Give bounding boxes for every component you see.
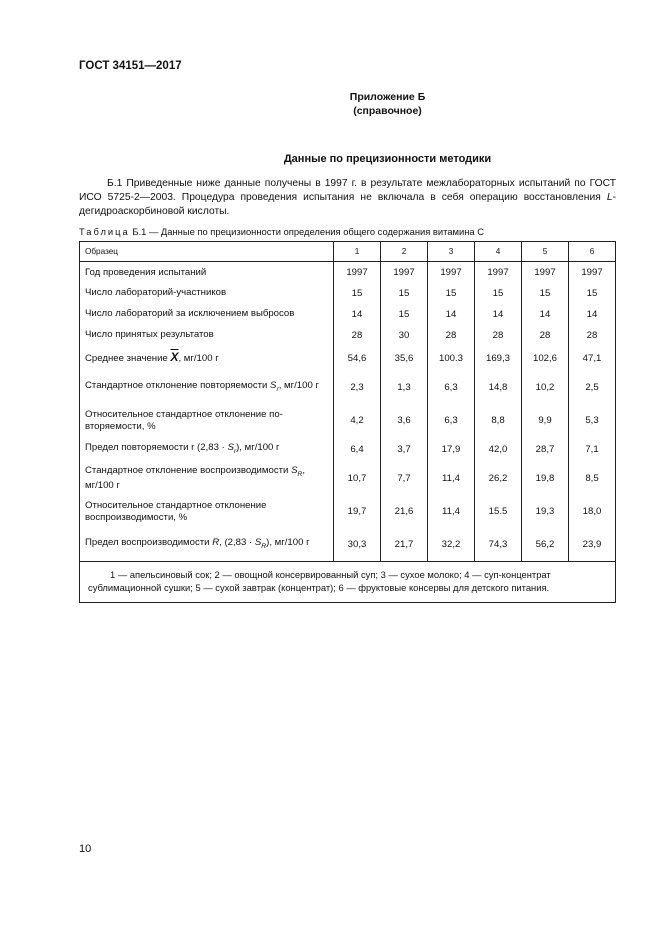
cell: 3,7 xyxy=(381,438,428,462)
row-label-text: воспроизводимости, % xyxy=(85,511,188,523)
cell: 15 xyxy=(334,283,381,304)
cell: 10,2 xyxy=(522,372,569,404)
cell: 1997 xyxy=(475,262,522,283)
row-label-unit: ), мг/100 г xyxy=(266,536,310,548)
cell: 28 xyxy=(475,325,522,346)
cell: 28 xyxy=(334,325,381,346)
cell: 19,7 xyxy=(334,496,381,528)
section-title xyxy=(0,153,661,165)
row-label xyxy=(80,528,334,562)
cell: 14 xyxy=(428,304,475,325)
row-symbol: S xyxy=(227,441,234,453)
row-label-text: Стандартное отклонение воспроизводимости xyxy=(85,465,292,477)
cell: 100.3 xyxy=(428,346,475,372)
cell: 1997 xyxy=(428,262,475,283)
cell: 15 xyxy=(569,283,616,304)
mean-symbol: $\overline{X}$ xyxy=(170,350,179,365)
row-label xyxy=(80,462,334,496)
table-header-row xyxy=(80,242,616,262)
cell: 21,6 xyxy=(381,496,428,528)
cell: 6,3 xyxy=(428,404,475,438)
cell: 2,3 xyxy=(334,372,381,404)
cell: 14 xyxy=(569,304,616,325)
cell: 7,1 xyxy=(569,438,616,462)
page-number: 10 xyxy=(79,843,92,855)
section-title-text: Данные по прецизионности методики xyxy=(283,153,492,165)
document-code: ГОСТ 34151—2017 xyxy=(79,60,182,72)
cell: 1,3 xyxy=(381,372,428,404)
row-symbol: S xyxy=(254,536,262,548)
row-symbol: S xyxy=(291,465,298,477)
paragraph-italic: L xyxy=(606,192,613,203)
table-row xyxy=(80,346,616,372)
cell: 11,4 xyxy=(428,496,475,528)
precision-table xyxy=(79,241,616,603)
row-label-unit: , мг/100 г xyxy=(278,379,319,391)
table-caption xyxy=(79,226,484,237)
row-label-unit: ), мг/100 г xyxy=(236,441,280,453)
row-label-unit: , мг/100 г xyxy=(85,465,305,492)
table-row xyxy=(80,462,616,496)
row-label-text: Относительное стандартное отклонение xyxy=(85,500,267,511)
cell: 15.5 xyxy=(475,496,522,528)
cell: 15 xyxy=(475,283,522,304)
header-col: 1 xyxy=(334,242,381,262)
header-col: 4 xyxy=(475,242,522,262)
row-symbol: S xyxy=(270,379,277,391)
cell: 14 xyxy=(475,304,522,325)
cell: 11,4 xyxy=(428,462,475,496)
row-symbol-sub: R xyxy=(297,470,303,478)
table-row xyxy=(80,372,616,404)
cell: 54,6 xyxy=(334,346,381,372)
cell: 19,3 xyxy=(522,496,569,528)
cell: 28 xyxy=(522,325,569,346)
table-row xyxy=(80,528,616,562)
cell: 102,6 xyxy=(522,346,569,372)
cell: 9,9 xyxy=(522,404,569,438)
row-label-text: Стандартное отклонение повторяемости xyxy=(85,379,271,391)
table-caption-text: Б.1 — Данные по прецизионности определения общего содержания витамина С xyxy=(129,226,484,237)
cell: 10,7 xyxy=(334,462,381,496)
cell: 26,2 xyxy=(475,462,522,496)
cell: 19,8 xyxy=(522,462,569,496)
cell: 47,1 xyxy=(569,346,616,372)
cell: 17,9 xyxy=(428,438,475,462)
appendix-heading xyxy=(0,90,661,118)
cell: 15 xyxy=(381,304,428,325)
cell: 30,3 xyxy=(334,528,381,562)
table-caption-word: Таблица xyxy=(79,226,130,237)
row-label: Число лабораторий-участников xyxy=(80,283,334,304)
row-label: Число лабораторий за исключением выбросов xyxy=(80,304,334,325)
appendix-subtitle: (справочное) xyxy=(353,105,422,117)
row-label-text: Среднее значение xyxy=(85,353,171,365)
cell: 28,7 xyxy=(522,438,569,462)
row-label: Год проведения испытаний xyxy=(80,262,334,283)
cell: 1997 xyxy=(569,262,616,283)
header-col: 2 xyxy=(381,242,428,262)
cell: 169,3 xyxy=(475,346,522,372)
row-label: Число принятых результатов xyxy=(80,325,334,346)
cell: 1997 xyxy=(334,262,381,283)
table-row xyxy=(80,304,616,325)
cell: 8,8 xyxy=(475,404,522,438)
row-label-text: вторяемости, % xyxy=(85,420,156,432)
table-row xyxy=(80,404,616,438)
cell: 1997 xyxy=(381,262,428,283)
row-label-text: Предел повторяемости r (2,83 · xyxy=(85,441,228,453)
cell: 23,9 xyxy=(569,528,616,562)
cell: 18,0 xyxy=(569,496,616,528)
cell: 42,0 xyxy=(475,438,522,462)
cell: 56,2 xyxy=(522,528,569,562)
cell: 15 xyxy=(428,283,475,304)
cell: 14 xyxy=(334,304,381,325)
cell: 35,6 xyxy=(381,346,428,372)
cell: 1997 xyxy=(522,262,569,283)
cell: 6,4 xyxy=(334,438,381,462)
table-row xyxy=(80,262,616,283)
table-row xyxy=(80,325,616,346)
cell: 28 xyxy=(569,325,616,346)
row-label-text: Предел воспроизводимости xyxy=(85,536,213,548)
row-symbol: R xyxy=(212,536,220,548)
cell: 4,2 xyxy=(334,404,381,438)
cell: 2,5 xyxy=(569,372,616,404)
table-row xyxy=(80,496,616,528)
paragraph-tail: -дегидроаскорбиновой кислоты. xyxy=(79,192,616,217)
row-label-text: , (2,83 · xyxy=(219,536,255,548)
cell: 28 xyxy=(428,325,475,346)
header-col: 5 xyxy=(522,242,569,262)
row-symbol-sub: r xyxy=(276,385,279,393)
row-label xyxy=(80,404,334,438)
cell: 6,3 xyxy=(428,372,475,404)
cell: 8,5 xyxy=(569,462,616,496)
cell: 74,3 xyxy=(475,528,522,562)
cell: 30 xyxy=(381,325,428,346)
paragraph-text: Б.1 Приведенные ниже данные получены в 1997 г. в результате межлабораторных испытаний по ГОСТ ИСО 5725-2—2003. Процедура проведения испытания не включала в себя операцию восстановления xyxy=(79,178,616,203)
cell: 7,7 xyxy=(381,462,428,496)
cell: 14 xyxy=(522,304,569,325)
appendix-title: Приложение Б xyxy=(349,91,426,103)
cell: 21,7 xyxy=(381,528,428,562)
row-label-unit: , мг/100 г xyxy=(178,353,219,365)
row-label xyxy=(80,346,334,372)
header-col: 6 xyxy=(569,242,616,262)
cell: 15 xyxy=(381,283,428,304)
cell: 32,2 xyxy=(428,528,475,562)
row-label-text: Относительное стандартное отклонение по- xyxy=(85,409,283,420)
header-sample: Образец xyxy=(80,242,334,262)
table-note-row xyxy=(80,562,616,603)
row-label xyxy=(80,438,334,462)
cell: 5,3 xyxy=(569,404,616,438)
row-label xyxy=(80,372,334,404)
cell: 15 xyxy=(522,283,569,304)
cell: 3,6 xyxy=(381,404,428,438)
row-symbol-sub: R xyxy=(261,542,267,550)
table-note: 1 — апельсиновый сок; 2 — овощной консервированный суп; 3 — сухое молоко; 4 — суп-концентрат сублимационной сушки; 5 — сухой завтрак (концентрат); 6 — фруктовые консервы для детского питания. xyxy=(80,562,616,603)
header-col: 3 xyxy=(428,242,475,262)
intro-paragraph xyxy=(79,177,616,219)
table-row xyxy=(80,438,616,462)
cell: 14,8 xyxy=(475,372,522,404)
row-symbol-sub: r xyxy=(233,447,237,455)
table-row xyxy=(80,283,616,304)
row-label xyxy=(80,496,334,528)
